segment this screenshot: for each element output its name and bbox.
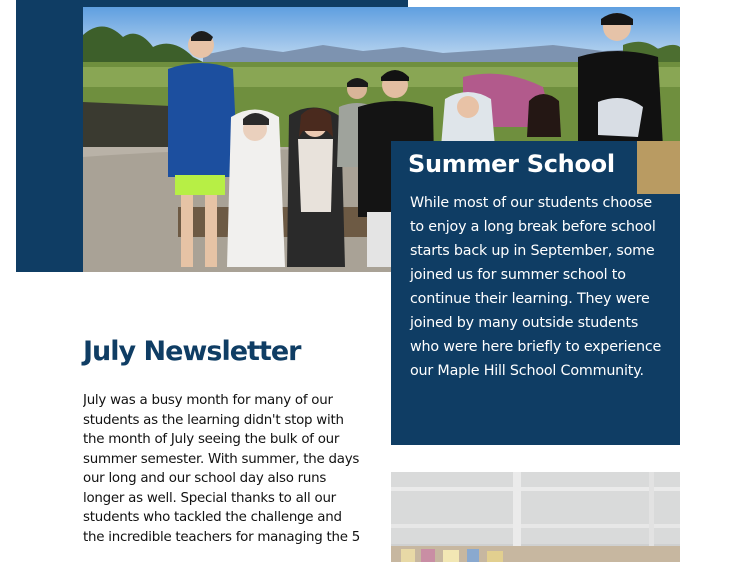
july-newsletter-title: July Newsletter: [83, 336, 301, 367]
july-newsletter-text: July was a busy month for many of our students as the learning didn't stop with the month of July seeing the bulk of our summer semester. With summer, the days our long and our school day also runs longer as well. Special thanks to all our students who tackled the challenge and the incredible teachers for managing the 5: [83, 393, 361, 545]
classroom-ceiling-image: [391, 472, 680, 562]
summer-school-title: Summer School: [408, 150, 615, 178]
classroom-photo: [391, 472, 680, 562]
gold-accent-square: [637, 141, 680, 194]
summer-school-text: While most of our students choose to enjoy a long break before school starts back up in September, some joined us for summer school to continue their learning. They were joined by many outside students who were here briefly to experience our Maple Hill School Community.: [410, 195, 662, 379]
